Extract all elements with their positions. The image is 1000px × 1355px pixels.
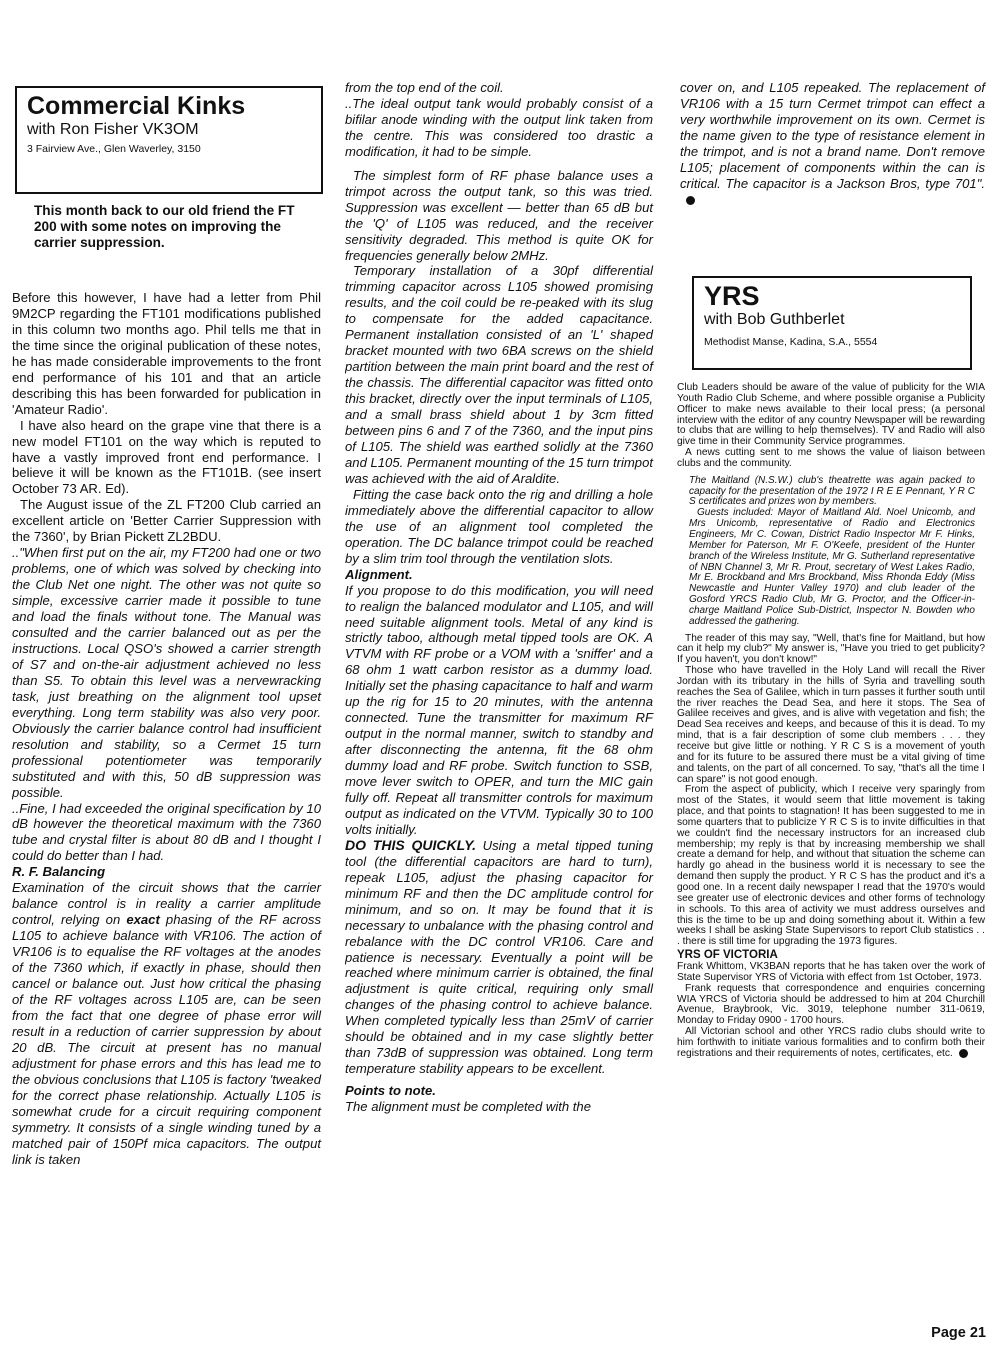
column-author: with Ron Fisher VK3OM bbox=[27, 121, 199, 138]
yrs-header-box bbox=[692, 276, 972, 370]
emphasis: exact bbox=[126, 912, 160, 928]
section-heading-alignment: Alignment. bbox=[345, 566, 413, 582]
paragraph: Club Leaders should be aware of the value of publicity for the WIA Youth Radio Club Scheme, and where possible organise a Publicity Officer to make news available to their local press; (a personal interview with the editor of any country Newspaper will be rewarding to clubs that are willing to help themselves). TV and Radio will also give time in their Community Service programmes. bbox=[677, 382, 985, 448]
quote-paragraph: Temporary installation of a 30pf differential trimming capacitor across L105 showed promising results, and the coil could be re-peaked with its slug to compensate for the added capacitance. Permanent installation consisted of an 'L' shaped bracket mounted with two 6BA screws on the shield partition between the main print board and the rest of the chassis. The differential capacitor was fitted onto this bracket, directly over the input terminals of L105, and a small brass shield about 1 by 3cm fitted between pins 6 and 7 of the 7360, and the input pins of L105. The shield was earthed solidly at the 7360 and L105. Permanent mounting of the 15 turn trimpot was achieved with the aid of Araldite. bbox=[345, 263, 653, 486]
emphasis-do-this-quickly: DO THIS QUICKLY. bbox=[345, 836, 477, 853]
commercial-kinks-header-box bbox=[15, 86, 323, 194]
quote-paragraph: cover on, and L105 repeaked. The replacement of VR106 with a 15 turn Cermet trimpot can effect a very worthwhile improvement on its own. Cermet is the name given to the type of resistance element in the trimpot, and is not a brand name. Don't remove L105; placement of components within the can is critical. The capacitor is a Jackson Bros, type 701". bbox=[680, 80, 985, 208]
paragraph: All Victorian school and other YRCS radio clubs should write to him forthwith to initiate various formalities and to confirm both their registrations and their requirements of notes, certificates, etc. bbox=[677, 1026, 985, 1059]
news-cutting-paragraph: The Maitland (N.S.W.) club's theatrette was again packed to capacity for the presentation of the 1972 I R E E Pennant, Y R C S certificates and prizes won by members. bbox=[689, 474, 975, 508]
quote-paragraph: Fitting the case back onto the rig and drilling a hole immediately above the differential capacitor to allow the use of an alignment tool completed the operation. The DC balance trimpot could be reached by a slim trim tool through the ventilation slots. bbox=[345, 486, 653, 566]
quote-paragraph: ..Fine, I had exceeded the original specification by 10 dB however the theoretical maximum with the 7360 tube and crystal filter is about 80 dB and I thought I could do better than I had. bbox=[12, 800, 321, 864]
column-title: YRS bbox=[704, 281, 760, 311]
paragraph: Those who have travelled in the Holy Land will recall the River Jordan with its tributary in the hills of Syria and travelling south reaches the Sea of Galilee, which in turn passes it further south until the river reaches the Dead Sea, and here it stops. The Sea of Galilee receives and gives, and is alive with vegetation and fish; the Dead Sea receives and keeps, and because of this it is dead. To my mind, that is a fair description of some club members . . . they receive but give little or nothing. Y R C S is a movement of youth and for its future to be assured there must be a vital giving of time and talents, on the part of all concerned. To say, "that's all the time I can spare" is not good enough. bbox=[677, 665, 985, 785]
quote-paragraph: ..The ideal output tank would probably consist of a bifilar anode winding with the output link taken from the centre. This was considered too drastic a modification, it had to be simple. bbox=[345, 95, 653, 159]
paragraph: Frank Whittom, VK3BAN reports that he has taken over the work of State Supervisor YRS of Victoria with effect from 1st October, 1973. bbox=[677, 961, 985, 983]
paragraph: From the aspect of publicity, which I receive very sparingly from most of the States, it would seem that little movement is taking place, and that points to stagnation! It has been suggested to me in some quarters that to publicize Y R C S is to invite difficulties in that we couldn't find the necessary instructors for an increased club membership; my reply is that by increasing membership we shall create a demand for help, and without that situation the scheme can hardly go ahead in the business world it is necessary to see the demand then supply the product. Y R C S has the product and it's a good one. In a recent daily newspaper I read that the 1970's would see greater use of electronic devices and other forms of technology in schools. To this area of activity we must address ourselves and this is the time to be up and doing something about it. Within a few weeks I shall be asking State Supervisors to report Club statistics . . . there is still time for upgrading the 1973 figures. bbox=[677, 784, 985, 948]
intro-text: This month back to our old friend the FT 200 with some notes on improving the carrier suppression. bbox=[34, 203, 295, 250]
quote-paragraph: DO THIS QUICKLY. Using a metal tipped tuning tool (the differential capacitors are hard to turn), repeak L105, adjust the phasing capacitor for minimum RF and then the DC amplitude control for minimum, and so on. It may be found that it is necessary to unbalance with the phasing control and rebalance with the DC control VR106. Care and patience is necessary. Eventually a point will be reached where minimum carrier is obtained, the final adjustment is quite critical, requiring only small changes of the phasing control to achieve balance. When completed typically less than 25mV of carrier should be obtained and in my case slightly better than 73dB of suppression was obtained. Long term temperature stability appears to be excellent. bbox=[345, 836, 653, 1077]
section-heading-rf-balancing: R. F. Balancing bbox=[12, 864, 106, 880]
paragraph: Frank requests that correspondence and enquiries concerning WIA YRCS of Victoria should be addressed to him at 204 Churchill Avenue, Braybrook, Vic. 3019, telephone number 311-0619, Monday to Friday 0900 - 1700 hours. bbox=[677, 982, 985, 1027]
column-yrs bbox=[677, 0, 989, 1355]
column-address: 3 Fairview Ave., Glen Waverley, 3150 bbox=[27, 143, 201, 155]
paragraph: A news cutting sent to me shows the value of liaison between clubs and the community. bbox=[677, 447, 985, 469]
column-title: Commercial Kinks bbox=[27, 92, 246, 120]
quote-paragraph: If you propose to do this modification, you will need to realign the balanced modulator and L105, and will need suitable alignment tools. Metal of any kind is strictly taboo, although metal tipped tools are OK. A VTVM with RF probe or a VOM with a 'sniffer' and a 68 ohm 1 watt carbon resistor as a dummy load. Initially set the phasing capacitance to half and warm up the rig for 15 to 20 minutes, with the antenna connected. Tune the transmitter for maximum RF output in the normal manner, switch to standby and after disconnecting the antenna, fit the 68 ohm dummy load and RF probe. Switch function to SSB, move lever switch to OPER, and turn the MIC gain fully off. Repeat all transmitter controls for maximum output as indicated on the VTVM. Typically 30 to 100 volts initially. bbox=[345, 582, 653, 837]
column-commercial-kinks bbox=[12, 0, 327, 1355]
page-number: Page 21 bbox=[931, 1325, 986, 1341]
column-address: Methodist Manse, Kadina, S.A., 5554 bbox=[704, 336, 878, 348]
paragraph: The August issue of the ZL FT200 Club carried an excellent article on 'Better Carrier Suppression with the 7360', by Brian Pickett ZL2BDU. bbox=[12, 497, 321, 545]
column3-body bbox=[677, 383, 985, 1060]
quote-paragraph: from the top end of the coil. bbox=[345, 80, 504, 95]
paragraph: I have also heard on the grape vine that there is a new model FT101 on the way which is reputed to have a vastly improved front end performance. I believe it will be known as the FT101B. (see insert October 73 AR. Ed). bbox=[12, 417, 321, 497]
quote-paragraph: The alignment must be completed with the bbox=[345, 1099, 592, 1115]
end-bullet-icon bbox=[959, 1049, 968, 1058]
section-heading-points: Points to note. bbox=[345, 1083, 436, 1099]
paragraph: Before this however, I have had a letter from Phil 9M2CP regarding the FT101 modifications published in this column two months ago. Phil tells me that in the time since the original publication of these notes, he has made considerable improvements to the front end performance of his 101 and that an article describing this has been forwarded for publication in 'Amateur Radio'. bbox=[12, 290, 321, 417]
column1-body bbox=[12, 290, 321, 1167]
column-author: with Bob Guthberlet bbox=[704, 311, 845, 328]
paragraph: The reader of this may say, "Well, that's fine for Maitland, but how can it help my club?" My answer is, "Have you tried to get publicity? If you haven't, you don't know!" bbox=[677, 632, 985, 666]
quote-paragraph: .."When first put on the air, my FT200 had one or two problems, one of which was solved by checking into the Club Net one night. The other was not quite so simple, excessive carrier made it possible to tune and load the finals without tone. The Manual was consulted and the carrier balanced out as per the instructions. Local QSO's showed a carrier strength of S7 and on-the-air adjustment achieved no less than S5. To obtain this level was a nervewracking task, just breathing on the alignment tool upset everything. Long term stability was also very poor. Obviously the carrier balance control had insufficient resolution and stability, so a Cermet 15 turn professional potentiometer was temporarily substituted and with this, 50 dB suppression was possible. bbox=[12, 545, 321, 800]
section-heading-yrs-victoria: YRS OF VICTORIA bbox=[677, 949, 778, 962]
column-continued bbox=[345, 0, 655, 1355]
news-cutting-paragraph: Guests included: Mayor of Maitland Ald. Noel Unicomb, and Mrs Unicomb, representative of Radio and Electronics Engineers, Mr C. Cowan, District Radio Inspector Mr F. Hinks, Member for Paterson, Mr F. O'Keefe, president of the Hunter branch of the Wireless Institute, Mr G. Sutherland representative of NBN Channel 3, Mr R. Prout, secretary of West Lakes Radio, Mr E. Brockband and Mrs Brockband, Miss Rhonda Eddy (Miss Newcastle and Hunter Valley 1970) and club leader of the Gosford YRCS Radio Club, Mr G. Proctor, and the Officer-in-charge Maitland Police Sub-District, Inspector N. Bowden who addressed the gathering. bbox=[689, 507, 975, 627]
end-bullet-icon bbox=[686, 196, 695, 205]
quote-paragraph: Examination of the circuit shows that the carrier balance control is in reality a carrier amplitude control, relying on exact phasing of the RF across L105 to achieve balance with VR106. The action of VR106 is to equalise the RF voltages at the anodes of the 7360 which, if exactly in phase, should then cancel or balance out. Just how critical the phasing of the RF voltages across L105 are, can be seen from the fact that one degree of phase error will result in a reduction of carrier suppression by about 20 dB. The circuit at present has no manual adjustment for phase errors and this has lead me to the obvious conclusions that L105 is factory 'tweaked for the correct phase relationship. Actually L105 is somewhat crude for a circuit requiring component symmetry. It consists of a single winding tuned by a matched pair of 150Pf mica capacitors. The output link is taken bbox=[12, 880, 322, 1167]
column2-body bbox=[345, 80, 653, 1115]
quote-paragraph: The simplest form of RF phase balance uses a trimpot across the output tank, so this was tried. Suppression was excellent — better than 65 dB but the 'Q' of L105 was reduced, and the receiver sensitivity degraded. This method is quite OK for frequencies generally below 2MHz. bbox=[345, 167, 653, 263]
